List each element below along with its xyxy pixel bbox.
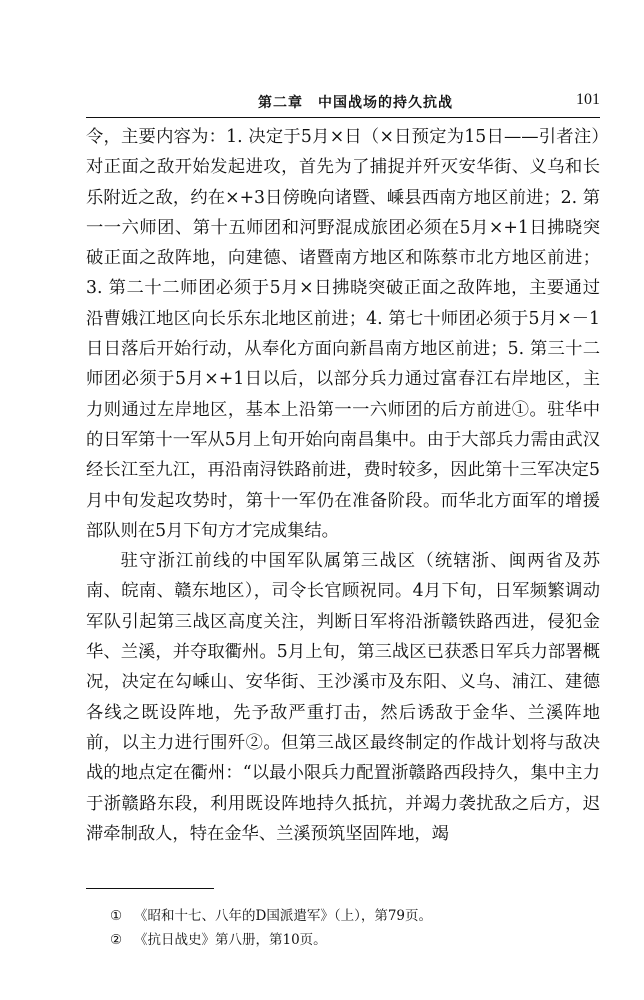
- footnote-mark: ①: [110, 908, 123, 924]
- page-number: 101: [576, 91, 600, 108]
- running-header: [86, 88, 600, 114]
- header-rule: [86, 117, 600, 118]
- footnote-rule: [86, 888, 214, 889]
- footnote-text: 《昭和十七、八年的D国派遣军》（上），第79页。: [134, 908, 433, 924]
- footnote-2: [110, 928, 590, 952]
- chapter-title: 第二章 中国战场的持久抗战: [258, 95, 453, 111]
- footnote-mark: ②: [110, 932, 123, 948]
- footnote-1: [110, 904, 590, 928]
- paragraph-continued: 令，主要内容为：1. 决定于5月×日（×日预定为15日——引者注）对正面之敌开始发起进攻，首先为了捕捉并歼灭安华街、义乌和长乐附近之敌，约在×+3日傍晚向诸暨、嵊县西南方地区前进；2. 第一一六师团、第十五师团和河野混成旅团必须在5月×+1日拂晓突破正面之敌阵地，向建德、诸暨南方地区和陈蔡市北方地区前进；3. 第二十二师团必须于5月×日拂晓突破正面之敌阵地，主要通过沿曹娥江地区向长乐东北地区前进；4. 第七十师团必须于5月×－1日日落后开始行动，从奉化方面向新昌南方地区前进；5. 第三十二师团必须于5月×+1日以后，以部分兵力通过富春江右岸地区，主力则通过左岸地区，基本上沿第一一六师团的后方前进①。驻华中的日军第十一军从5月上旬开始向南昌集中。由于大部兵力需由武汉经长江至九江，再沿南浔铁路前进，费时较多，因此第十三军决定5月中旬发起攻势时，第十一军仍在准备阶段。而华北方面军的增援部队则在5月下旬方才完成集结。: [86, 127, 600, 541]
- footnotes: [110, 904, 590, 952]
- paragraph: 驻守浙江前线的中国军队属第三战区（统辖浙、闽两省及苏南、皖南、赣东地区），司令长官顾祝同。4月下旬，日军频繁调动军队引起第三战区高度关注，判断日军将沿浙赣铁路西进，侵犯金华、兰溪，并夺取衢州。5月上旬，第三战区已获悉日军兵力部署概况，决定在勾嵊山、安华街、王沙溪市及东阳、义乌、浦江、建德各线之既设阵地，先予敌严重打击，然后诱敌于金华、兰溪阵地前，以主力进行围歼②。但第三战区最终制定的作战计划将与敌决战的地点定在衢州：“以最小限兵力配置浙赣路西段持久，集中主力于浙赣路东段，利用既设阵地持久抵抗，并竭力袭扰敌之后方，迟滞牵制敌人，特在金华、兰溪预筑坚固阵地，竭: [86, 551, 600, 844]
- footnote-text: 《抗日战史》第八册，第10页。: [134, 932, 327, 948]
- body-text: [86, 122, 600, 849]
